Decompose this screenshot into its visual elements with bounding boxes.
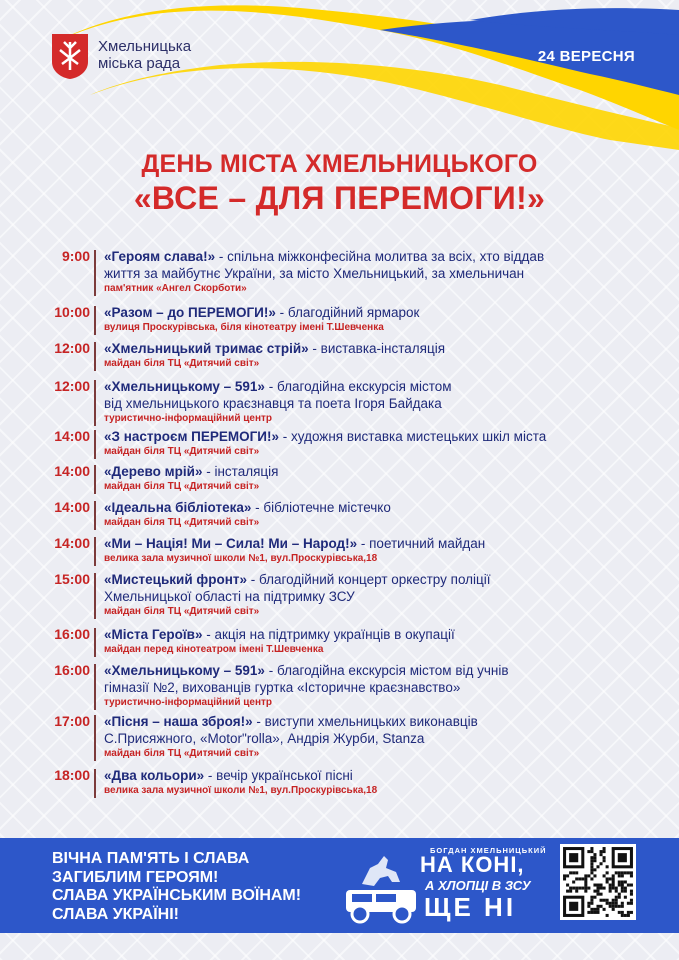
event-name: «Разом – до ПЕРЕМОГИ!» [104,305,276,320]
event-divider [94,250,96,296]
event-name: «Ідеальна бібліотека» [104,500,252,515]
event-time: 17:00 [54,713,90,729]
city-emblem-icon [50,32,90,80]
council-line-1: Хмельницька [98,38,192,55]
event-text: - вечір української пісні [204,768,353,783]
horse-rider-jeep-icon [340,846,428,926]
event-location: майдан біля ТЦ «Дитячий світ» [104,606,260,617]
event-time: 10:00 [54,304,90,320]
event-location: велика зала музичної школи №1, вул.Проскурівська,18 [104,785,378,796]
event-description [104,340,664,370]
event-location: туристично-інформаційний центр [104,413,273,424]
event-text: - благодійна екскурсія містом від учнів [264,663,509,678]
council-line-2: міська рада [98,55,181,72]
event-description-line [104,588,664,605]
event-location: майдан біля ТЦ «Дитячий світ» [104,481,260,492]
qr-code-icon[interactable] [560,844,636,920]
footer-slogan [52,850,301,924]
event-text: Хмельницької області на підтримку ЗСУ [104,589,355,604]
event-divider [94,769,96,798]
event-description [104,499,664,529]
event-location: майдан біля ТЦ «Дитячий світ» [104,517,260,528]
event-time: 9:00 [61,248,90,264]
event-description [104,248,664,295]
badge-line-3: ЩЕ НІ [424,892,517,922]
badge-top-text: БОГДАН ХМЕЛЬНИЦЬКИЙ [430,846,547,855]
slogan-line-2: ЗАГИБЛИМ ГЕРОЯМ! [52,868,219,886]
city-council-name [98,38,191,72]
event-name: «Міста Героїв» [104,627,203,642]
slogan-line-1: ВІЧНА ПАМ'ЯТЬ І СЛАВА [52,850,250,867]
event-divider [94,715,96,761]
event-description-line [104,395,664,412]
flag-brush-stroke [0,0,679,160]
event-text: - інсталяція [202,464,279,479]
event-divider [94,380,96,426]
event-time: 15:00 [54,571,90,587]
event-text: - акція на підтримку українців в окупації [202,627,455,642]
event-description-line [104,463,664,480]
event-description-line [104,340,664,357]
event-description-line [104,571,664,588]
event-time: 14:00 [54,463,90,479]
page-title-line-1: ДЕНЬ МІСТА ХМЕЛЬНИЦЬКОГО [141,150,538,178]
event-location: майдан перед кінотеатром імені Т.Шевченка [104,644,324,655]
event-name: «Героям слава!» [104,249,216,264]
event-name: «Ми – Нація! Ми – Сила! Ми – Народ!» [104,536,358,551]
event-divider [94,501,96,530]
event-description-line [104,626,664,643]
event-name: «З настроєм ПЕРЕМОГИ!» [104,429,280,444]
event-time: 14:00 [54,499,90,515]
event-text: - поетичний майдан [357,536,486,551]
event-name: «Дерево мрій» [104,464,203,479]
event-divider [94,306,96,335]
event-description [104,626,664,656]
event-divider [94,537,96,566]
event-text: життя за майбутнє України, за місто Хмельницький, за хмельничан [104,266,525,281]
event-divider [94,573,96,619]
event-description [104,662,664,709]
event-name: «Два кольори» [104,768,205,783]
event-text: - благодійна екскурсія містом [264,379,452,394]
event-divider [94,628,96,657]
event-text: - бібліотечне містечко [251,500,391,515]
event-divider [94,664,96,710]
event-divider [94,465,96,494]
event-location: майдан біля ТЦ «Дитячий світ» [104,446,260,457]
event-description-line [104,265,664,282]
slogan-line-3: СЛАВА УКРАЇНСЬКИМ ВОЇНАМ! [52,887,302,904]
event-location: туристично-інформаційний центр [104,697,273,708]
event-text: С.Присяжного, «Motor"rolla», Андрія Журби, Stanza [104,731,425,746]
event-description-line [104,730,664,747]
footer-banner [0,838,679,933]
event-time: 16:00 [54,626,90,642]
event-description [104,378,664,425]
event-description-line [104,662,664,679]
event-description [104,767,664,797]
event-text: гімназії №2, вихованців гуртка «Історичне краєзнавство» [104,680,461,695]
event-text: - благодійний ярмарок [275,305,420,320]
event-name: «Хмельницькому – 591» [104,379,265,394]
event-description-line [104,535,664,552]
event-description-line [104,499,664,516]
event-location: велика зала музичної школи №1, вул.Проскурівська,18 [104,553,378,564]
event-date: 24 ВЕРЕСНЯ [537,48,635,65]
event-description [104,428,664,458]
event-text: - благодійний концерт оркестру поліції [246,572,491,587]
event-name: «Хмельницький тримає стрій» [104,341,309,356]
event-location: майдан біля ТЦ «Дитячий світ» [104,358,260,369]
event-text: - спільна міжконфесійна молитва за всіх, хто віддав [215,249,545,264]
event-description-line [104,248,664,265]
event-name: «Пісня – наша зброя!» [104,714,253,729]
event-time: 14:00 [54,535,90,551]
event-location: майдан біля ТЦ «Дитячий світ» [104,748,260,759]
event-name: «Мистецький фронт» [104,572,247,587]
event-description-line [104,304,664,321]
event-divider [94,430,96,459]
event-description-line [104,767,664,784]
event-description [104,535,664,565]
event-time: 12:00 [54,340,90,356]
event-description-line [104,679,664,696]
event-time: 12:00 [54,378,90,394]
event-text: - виставка-інсталяція [308,341,446,356]
event-description [104,571,664,618]
page-title-line-2: «ВСЕ – ДЛЯ ПЕРЕМОГИ!» [133,180,546,216]
slogan-line-4: СЛАВА УКРАЇНІ! [52,905,179,923]
event-location: пам'ятник «Ангел Скорботи» [104,283,247,294]
event-time: 18:00 [54,767,90,783]
event-description-line [104,428,664,445]
event-time: 14:00 [54,428,90,444]
badge-line-2: А ХЛОПЦІ В ЗСУ [425,878,531,893]
event-text: - художня виставка мистецьких шкіл міста [279,429,547,444]
event-description-line [104,378,664,395]
event-text: від хмельницького краєзнавця та поета Ігоря Байдака [104,396,442,411]
event-description [104,304,664,334]
event-time: 16:00 [54,662,90,678]
event-description [104,463,664,493]
event-text: - виступи хмельницьких виконавців [252,714,478,729]
event-description [104,713,664,760]
badge-line-1: НА КОНІ, [420,852,525,877]
event-description-line [104,713,664,730]
event-name: «Хмельницькому – 591» [104,663,265,678]
event-location: вулиця Проскурівська, біля кінотеатру імені Т.Шевченка [104,322,384,333]
event-divider [94,342,96,371]
